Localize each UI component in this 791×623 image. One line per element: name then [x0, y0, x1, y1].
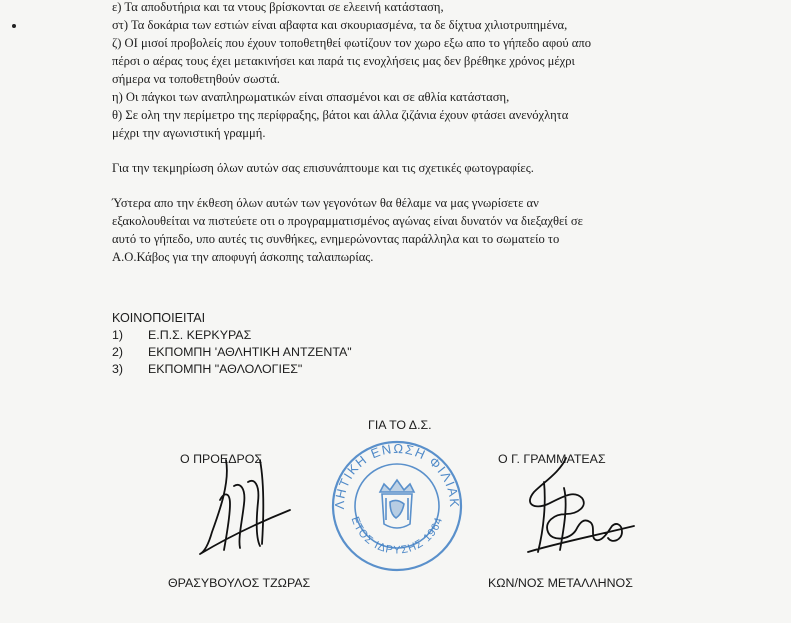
stamp-emblem-icon [380, 480, 414, 528]
margin-dot [12, 24, 16, 28]
item-th-line2: μέχρι την αγωνιστική γραμμή. [112, 126, 266, 140]
cc-item-text: ΕΚΠΟΜΠΗ "ΑΘΛΟΛΟΓΙΕΣ" [148, 362, 303, 376]
attachment-paragraph: Για την τεκμηρίωση όλων αυτών σας επισυνάπτουμε και τις σχετικές φωτογραφίες. [112, 161, 534, 175]
secretary-title: Ο Γ. ΓΡΑΜΜΑΤΕΑΣ [498, 452, 606, 466]
item-z-line1: ζ) ΟΙ μισοί προβολείς που έχουν τοποθετηθεί φωτίζουν τον χωρο εξω απο το γήπεδο αφού απο [112, 36, 592, 50]
cc-list [112, 327, 352, 378]
request-line-2: εξακολουθείται να πιστεύετε οτι ο προγραμματισμένος αγώνας είναι δυνατόν να διεξαχθεί σε [112, 214, 583, 228]
president-signature [190, 452, 300, 562]
stamp-bottom-text: ΕΤΟΣ ΙΔΡΥΣΗΣ 1964 [348, 515, 446, 557]
item-e: ε) Τα αποδυτήρια και τα ντους βρίσκονται σε ελεεινή κατάσταση, [112, 0, 444, 14]
cc-item [112, 327, 352, 344]
item-i: η) Οι πάγκοι των αναπληρωματικών είναι σπασμένοι και σε αθλία κατάσταση, [112, 90, 510, 104]
cc-item-number: 1) [112, 328, 124, 342]
president-name: ΘΡΑΣΥΒΟΥΛΟΣ ΤΖΩΡΑΣ [168, 576, 311, 590]
item-z-line2: πέρσι ο αέρας τους έχει μετακινήσει και παρά τις ενοχλήσεις μας δεν βρέθηκε χρόνος μέχρι [112, 54, 575, 68]
cc-item [112, 344, 352, 361]
secretary-name: ΚΩΝ/ΝΟΣ ΜΕΤΑΛΛΗΝΟΣ [488, 576, 633, 590]
request-paragraph [112, 194, 712, 266]
request-line-4: Α.Ο.Κάβος για την αποφυγή άσκοπης ταλαιπωρίας. [112, 250, 374, 264]
cc-item-text: Ε.Π.Σ. ΚΕΡΚΥΡΑΣ [148, 328, 252, 342]
cc-item-text: ΕΚΠΟΜΠΗ 'ΑΘΛΗΤΙΚΗ ΑΝΤΖΕΝΤΑ" [148, 345, 352, 359]
item-st: στ) Τα δοκάρια των εστιών είναι αβαφτα και σκουριασμένα, τα δε δίχτυα χιλιοτρυπημένα, [112, 18, 568, 32]
item-th-line1: θ) Σε ολη την περίμετρο της περίφραξης, βάτοι και άλλα ζιζάνια έχουν φτάσει ανενόχλητα [112, 108, 569, 122]
cc-item [112, 361, 352, 378]
request-line-1: Ύστερα απο την έκθεση όλων αυτών των γεγονότων θα θέλαμε να μας γνωρίσετε αν [112, 196, 539, 210]
item-z-line3: σήμερα να τοποθετηθούν σωστά. [112, 72, 280, 86]
request-line-3: αυτό το γήπεδο, υπο αυτές τις συνθήκες, ενημερώνοντας παράλληλα και το σωματείο το [112, 232, 560, 246]
board-label: ΓΙΑ ΤΟ Δ.Σ. [368, 418, 432, 432]
secretary-signature [504, 452, 644, 562]
cc-item-number: 3) [112, 362, 124, 376]
cc-title: ΚΟΙΝΟΠΟΙΕΙΤΑΙ [112, 311, 206, 325]
cc-item-number: 2) [112, 345, 124, 359]
stamp-top-text: ΑΘΛΗΤΙΚΗ ΕΝΩΣΗ ΦΙΛΙΑΚΩΝ [316, 416, 463, 510]
president-title: Ο ΠΡΟΕΔΡΟΣ [180, 452, 263, 466]
